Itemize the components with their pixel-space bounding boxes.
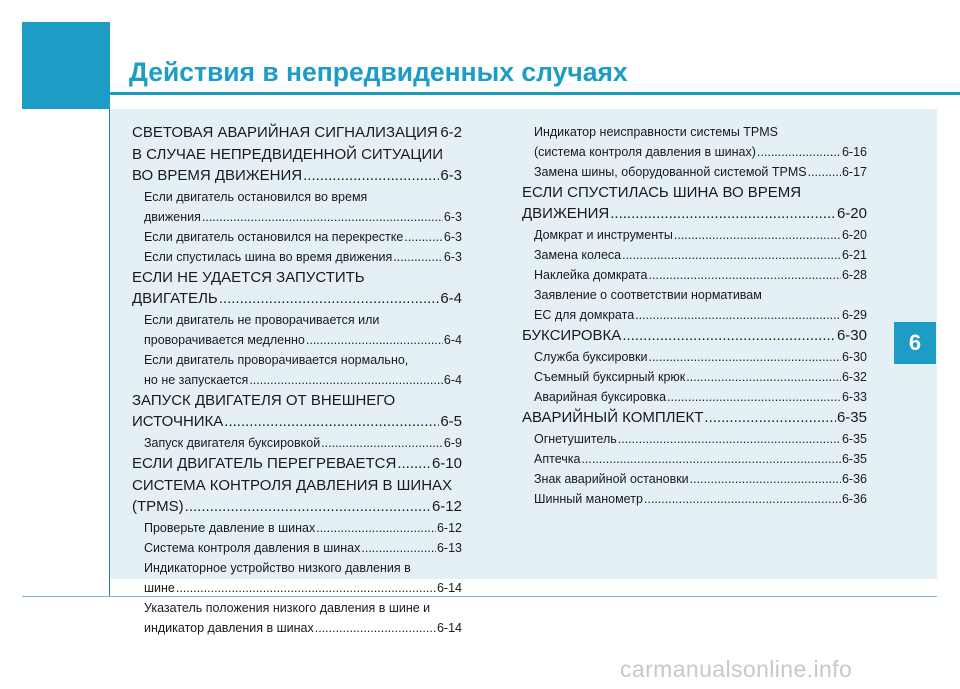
toc-entry-text: ДВИЖЕНИЯ <box>522 205 610 222</box>
toc-subsection-entry[interactable] <box>132 247 462 267</box>
toc-entry-text: Если двигатель остановился на перекрестке <box>144 230 404 244</box>
toc-entry-text: шине <box>144 581 175 595</box>
toc-entry-text: индикатор давления в шинах <box>144 621 314 635</box>
toc-leader-dots <box>674 225 841 245</box>
toc-leader-dots <box>808 162 841 182</box>
toc-entry-text: СВЕТОВАЯ АВАРИЙНАЯ СИГНАЛИЗАЦИЯ <box>132 124 438 141</box>
toc-entry-text: движения <box>144 210 201 224</box>
toc-page-number: 6-30 <box>841 350 867 364</box>
toc-leader-dots <box>686 367 841 387</box>
toc-page-number: 6-30 <box>836 327 867 344</box>
toc-entry-text: ЕСЛИ НЕ УДАЕТСЯ ЗАПУСТИТЬ <box>132 269 365 286</box>
toc-subsection-entry[interactable] <box>522 265 867 285</box>
toc-entry-text: Запуск двигателя буксировкой <box>144 436 321 450</box>
corner-color-block <box>22 22 110 109</box>
toc-page-number: 6-32 <box>841 370 867 384</box>
toc-leader-dots <box>622 325 836 346</box>
toc-section-entry[interactable] <box>132 144 462 186</box>
toc-page-number: 6-29 <box>841 308 867 322</box>
toc-page-number: 6-3 <box>443 210 462 224</box>
toc-page-number: 6-3 <box>443 250 462 264</box>
toc-subsection-entry[interactable] <box>522 489 867 509</box>
toc-page-number: 6-2 <box>440 124 462 141</box>
toc-entry-text: (TPMS) <box>132 498 184 515</box>
toc-entry-text: ВО ВРЕМЯ ДВИЖЕНИЯ <box>132 167 303 184</box>
toc-page-number: 6-36 <box>841 492 867 506</box>
toc-entry-text: но не запускается <box>144 373 249 387</box>
toc-column-right <box>522 122 867 509</box>
toc-entry-text: В СЛУЧАЕ НЕПРЕДВИДЕННОЙ СИТУАЦИИ <box>132 146 444 163</box>
toc-entry-text: БУКСИРОВКА <box>522 327 622 344</box>
toc-entry-text: ДВИГАТЕЛЬ <box>132 290 218 307</box>
toc-entry-text: ЕСЛИ ДВИГАТЕЛЬ ПЕРЕГРЕВАЕТСЯ <box>132 455 397 472</box>
toc-page-number: 6-4 <box>443 333 462 347</box>
toc-leader-dots <box>303 165 439 186</box>
toc-leader-dots <box>185 496 431 517</box>
toc-entry-text: ИСТОЧНИКА <box>132 413 224 430</box>
toc-entry-text: Система контроля давления в шинах <box>144 541 361 555</box>
toc-subsection-entry[interactable] <box>132 433 462 453</box>
toc-leader-dots <box>622 245 841 265</box>
toc-section-entry[interactable] <box>522 182 867 224</box>
toc-page-number: 6-3 <box>440 167 462 184</box>
toc-entry-text: (система контроля давления в шинах) <box>534 145 756 159</box>
toc-page-number: 6-16 <box>841 145 867 159</box>
toc-leader-dots <box>219 288 440 309</box>
toc-entry-text: Указатель положения низкого давления в шине и <box>144 601 431 615</box>
toc-entry-text: Индикатор неисправности системы TPMS <box>534 125 779 139</box>
toc-entry-text: ЕСЛИ СПУСТИЛАСЬ ШИНА ВО ВРЕМЯ <box>522 184 802 201</box>
toc-page-number: 6-14 <box>436 621 462 635</box>
toc-leader-dots <box>690 469 841 489</box>
toc-leader-dots <box>249 370 443 390</box>
toc-entry-text: Наклейка домкрата <box>534 268 648 282</box>
toc-subsection-entry[interactable] <box>132 187 462 227</box>
toc-page-number: 6-4 <box>440 290 462 307</box>
toc-subsection-entry[interactable] <box>522 245 867 265</box>
toc-subsection-entry[interactable] <box>132 227 462 247</box>
toc-entry-text: Если спустилась шина во время движения <box>144 250 393 264</box>
toc-subsection-entry[interactable] <box>522 122 867 162</box>
toc-page-number: 6-4 <box>443 373 462 387</box>
toc-subsection-entry[interactable] <box>132 538 462 558</box>
toc-subsection-entry[interactable] <box>522 449 867 469</box>
toc-leader-dots <box>176 578 436 598</box>
toc-leader-dots <box>361 538 436 558</box>
toc-subsection-entry[interactable] <box>522 162 867 182</box>
toc-entry-text: ЕС для домкрата <box>534 308 635 322</box>
toc-entry-text: Если двигатель проворачивается нормально, <box>144 353 409 367</box>
watermark: carmanualsonline.info <box>620 656 853 682</box>
toc-subsection-entry[interactable] <box>132 598 462 638</box>
toc-entry-text: Аптечка <box>534 452 581 466</box>
toc-subsection-entry[interactable] <box>132 350 462 390</box>
toc-entry-text: Замена колеса <box>534 248 622 262</box>
toc-subsection-entry[interactable] <box>522 285 867 325</box>
toc-entry-text: Индикаторное устройство низкого давления в <box>144 561 411 575</box>
toc-subsection-entry[interactable] <box>522 367 867 387</box>
toc-leader-dots <box>393 247 443 267</box>
toc-page-number: 6-28 <box>841 268 867 282</box>
toc-entry-text: СИСТЕМА КОНТРОЛЯ ДАВЛЕНИЯ В ШИНАХ <box>132 477 453 494</box>
toc-leader-dots <box>648 265 841 285</box>
toc-section-entry[interactable] <box>132 390 462 432</box>
toc-leader-dots <box>704 407 836 428</box>
toc-entry-text: ЗАПУСК ДВИГАТЕЛЯ ОТ ВНЕШНЕГО <box>132 392 396 409</box>
toc-leader-dots <box>397 453 431 474</box>
toc-subsection-entry[interactable] <box>522 469 867 489</box>
toc-page-number: 6-35 <box>836 409 867 426</box>
toc-leader-dots <box>635 305 841 325</box>
toc-page-number: 6-20 <box>841 228 867 242</box>
toc-leader-dots <box>757 142 841 162</box>
toc-page-number: 6-12 <box>431 498 462 515</box>
toc-section-entry[interactable] <box>522 325 867 346</box>
toc-column-left <box>132 122 462 638</box>
toc-page-number: 6-33 <box>841 390 867 404</box>
toc-section-entry[interactable] <box>132 122 462 143</box>
toc-section-entry[interactable] <box>132 475 462 517</box>
toc-leader-dots <box>306 330 443 350</box>
toc-page-number: 6-35 <box>841 432 867 446</box>
toc-page-number: 6-3 <box>443 230 462 244</box>
toc-section-entry[interactable] <box>522 407 867 428</box>
toc-entry-text: Замена шины, оборудованной системой TPMS <box>534 165 807 179</box>
chapter-tab[interactable]: 6 <box>894 322 936 364</box>
toc-page-number: 6-13 <box>436 541 462 555</box>
toc-entry-text: Знак аварийной остановки <box>534 472 689 486</box>
toc-leader-dots <box>316 518 436 538</box>
toc-leader-dots <box>321 433 443 453</box>
toc-entry-text: АВАРИЙНЫЙ КОМПЛЕКТ <box>522 409 704 426</box>
toc-page-number: 6-20 <box>836 205 867 222</box>
toc-page-number: 6-12 <box>436 521 462 535</box>
toc-subsection-entry[interactable] <box>132 310 462 350</box>
toc-entry-text: проворачивается медленно <box>144 333 305 347</box>
toc-entry-text: Огнетушитель <box>534 432 617 446</box>
toc-entry-text: Если двигатель остановился во время <box>144 190 368 204</box>
toc-leader-dots <box>439 122 440 143</box>
toc-leader-dots <box>667 387 841 407</box>
toc-section-entry[interactable] <box>132 453 462 474</box>
toc-subsection-entry[interactable] <box>522 387 867 407</box>
page-title: Действия в непредвиденных случаях <box>129 57 628 87</box>
toc-entry-text: Съемный буксирный крюк <box>534 370 686 384</box>
toc-subsection-entry[interactable] <box>132 518 462 538</box>
toc-subsection-entry[interactable] <box>522 225 867 245</box>
toc-leader-dots <box>404 227 443 247</box>
toc-page-number: 6-14 <box>436 581 462 595</box>
toc-page-number: 6-36 <box>841 472 867 486</box>
toc-page-number: 6-21 <box>841 248 867 262</box>
title-underline <box>110 92 960 95</box>
toc-leader-dots <box>648 347 840 367</box>
toc-page-number: 6-17 <box>841 165 867 179</box>
toc-leader-dots <box>224 411 439 432</box>
toc-leader-dots <box>202 207 443 227</box>
toc-page-number: 6-9 <box>443 436 462 450</box>
toc-page-number: 6-5 <box>440 413 462 430</box>
toc-leader-dots <box>610 203 836 224</box>
toc-entry-text: Домкрат и инструменты <box>534 228 673 242</box>
toc-page-number: 6-10 <box>431 455 462 472</box>
toc-entry-text: Служба буксировки <box>534 350 648 364</box>
toc-entry-text: Заявление о соответствии нормативам <box>534 288 762 302</box>
toc-entry-text: Шинный манометр <box>534 492 643 506</box>
toc-entry-text: Если двигатель не проворачивается или <box>144 313 380 327</box>
toc-leader-dots <box>618 429 841 449</box>
toc-entry-text: Аварийная буксировка <box>534 390 667 404</box>
toc-section-entry[interactable] <box>132 267 462 309</box>
toc-leader-dots <box>644 489 841 509</box>
toc-leader-dots <box>315 618 436 638</box>
toc-page-number: 6-35 <box>841 452 867 466</box>
toc-subsection-entry[interactable] <box>132 558 462 598</box>
toc-entry-text: Проверьте давление в шинах <box>144 521 316 535</box>
toc-subsection-entry[interactable] <box>522 429 867 449</box>
toc-leader-dots <box>581 449 841 469</box>
toc-subsection-entry[interactable] <box>522 347 867 367</box>
